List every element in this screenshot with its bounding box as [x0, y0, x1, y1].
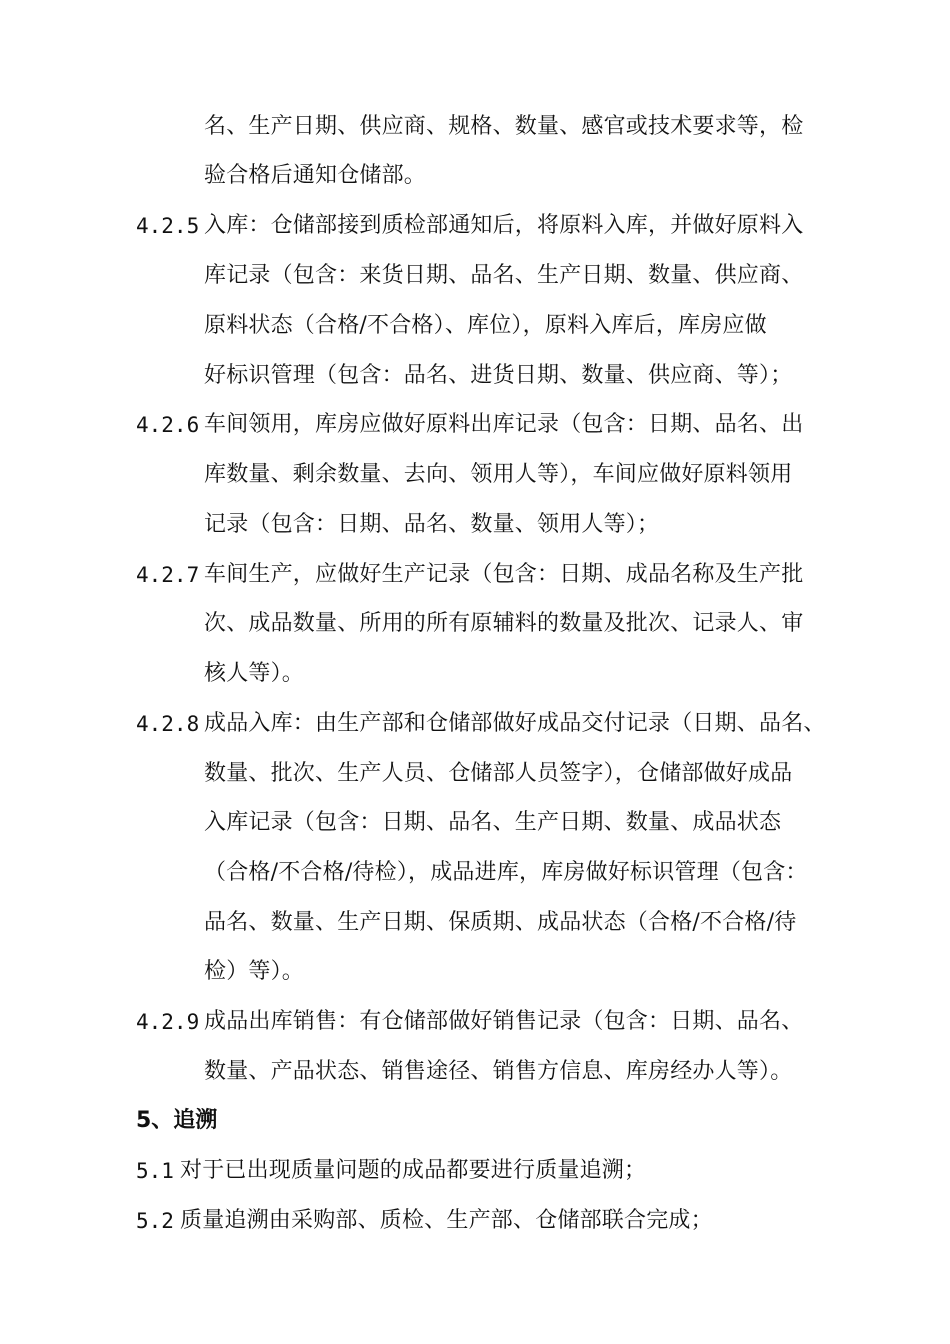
- p424-line-2: 验合格后通知仓储部。: [204, 163, 427, 188]
- p425-line-2: 库记录（包含：来货日期、品名、生产日期、数量、供应商、: [204, 263, 804, 288]
- p428-line-5: 品名、数量、生产日期、保质期、成品状态（合格/不合格/待: [204, 910, 797, 935]
- p425-line-1: 入库：仓储部接到质检部通知后，将原料入库，并做好原料入: [204, 213, 804, 238]
- clause-number-5-1: 5.1: [136, 1159, 174, 1183]
- p426-line-3: 记录（包含：日期、品名、数量、领用人等）；: [204, 512, 660, 537]
- clause-number-4-2-6: 4.2.6: [136, 413, 200, 437]
- p426-line-1: 车间领用，库房应做好原料出库记录（包含：日期、品名、出: [204, 412, 804, 437]
- clause-number-4-2-7: 4.2.7: [136, 563, 200, 587]
- p427-line-1: 车间生产，应做好生产记录（包含：日期、成品名称及生产批: [204, 562, 804, 587]
- p428-line-2: 数量、批次、生产人员、仓储部人员签字），仓储部做好成品: [204, 761, 793, 786]
- p428-line-6: 检）等）。: [204, 959, 305, 984]
- p425-line-3: 原料状态（合格/不合格）、库位），原料入库后，库房应做: [204, 313, 767, 338]
- p426-line-2: 库数量、剩余数量、去向、领用人等），车间应做好原料领用: [204, 462, 793, 487]
- p428-line-1: 成品入库：由生产部和仓储部做好成品交付记录（日期、品名、: [204, 711, 826, 736]
- p428-line-3: 入库记录（包含：日期、品名、生产日期、数量、成品状态: [204, 810, 782, 835]
- p427-line-2: 次、成品数量、所用的所有原辅料的数量及批次、记录人、审: [204, 611, 804, 636]
- clause-number-4-2-5: 4.2.5: [136, 214, 200, 238]
- p424-line-1: 名、生产日期、供应商、规格、数量、感官或技术要求等，检: [204, 114, 804, 139]
- p427-line-3: 核人等）。: [204, 661, 305, 686]
- clause-number-5-2: 5.2: [136, 1209, 174, 1233]
- p429-line-1: 成品出库销售：有仓储部做好销售记录（包含：日期、品名、: [204, 1009, 804, 1034]
- p425-line-4: 好标识管理（包含：品名、进货日期、数量、供应商、等）；: [204, 363, 793, 388]
- clause-5-1-text: 对于已出现质量问题的成品都要进行质量追溯；: [180, 1158, 647, 1183]
- p429-line-2: 数量、产品状态、销售途径、销售方信息、库房经办人等）。: [204, 1059, 793, 1084]
- section-heading-traceability: 5、追溯: [136, 1108, 218, 1133]
- clause-number-4-2-8: 4.2.8: [136, 712, 200, 736]
- p428-line-4: （合格/不合格/待检），成品进库，库房做好标识管理（包含：: [204, 860, 808, 885]
- clause-5-2-text: 质量追溯由采购部、质检、生产部、仓储部联合完成；: [180, 1208, 713, 1233]
- clause-number-4-2-9: 4.2.9: [136, 1010, 200, 1034]
